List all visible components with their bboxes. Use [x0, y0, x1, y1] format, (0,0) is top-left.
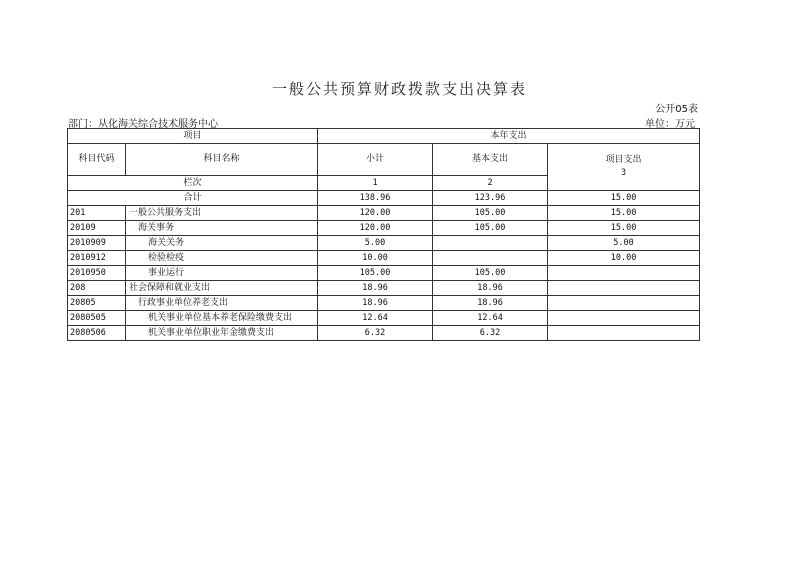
table-row — [68, 236, 700, 251]
row-code: 2010909 — [68, 236, 126, 251]
row-subtotal: 120.00 — [318, 206, 433, 221]
row-code: 208 — [68, 281, 126, 296]
row-code: 20805 — [68, 296, 126, 311]
row-code: 2080505 — [68, 311, 126, 326]
header-project: 项目 — [68, 129, 318, 144]
total-project: 15.00 — [548, 191, 700, 206]
form-number: 公开05表 — [655, 104, 698, 115]
unit-label: 单位：万元 — [645, 119, 695, 130]
total-basic: 123.96 — [433, 191, 548, 206]
row-name: 社会保障和就业支出 — [126, 281, 318, 296]
table-row — [68, 206, 700, 221]
header-row-2 — [68, 144, 700, 176]
row-subtotal: 5.00 — [318, 236, 433, 251]
header-project-expense — [548, 144, 700, 191]
row-basic: 12.64 — [433, 311, 548, 326]
header-column-index: 栏次 — [68, 176, 318, 191]
total-row — [68, 191, 700, 206]
row-subtotal: 105.00 — [318, 266, 433, 281]
row-project — [548, 326, 700, 341]
row-basic — [433, 236, 548, 251]
row-subtotal: 18.96 — [318, 296, 433, 311]
row-basic: 105.00 — [433, 206, 548, 221]
row-name: 机关事业单位基本养老保险缴费支出 — [126, 311, 318, 326]
row-project — [548, 311, 700, 326]
row-subtotal: 12.64 — [318, 311, 433, 326]
table-row — [68, 326, 700, 341]
total-subtotal: 138.96 — [318, 191, 433, 206]
header-subtotal: 小计 — [318, 144, 433, 176]
header-row-1 — [68, 129, 700, 144]
row-name: 海关事务 — [126, 221, 318, 236]
row-code: 2010912 — [68, 251, 126, 266]
header-subject-code: 科目代码 — [68, 144, 126, 176]
row-code: 20109 — [68, 221, 126, 236]
budget-table — [67, 128, 700, 341]
header-project-expense-label: 项目支出 — [605, 155, 642, 165]
row-basic: 6.32 — [433, 326, 548, 341]
header-col1-index: 1 — [318, 176, 433, 191]
header-col3-index: 3 — [620, 168, 627, 178]
row-subtotal: 18.96 — [318, 281, 433, 296]
row-name: 机关事业单位职业年金缴费支出 — [126, 326, 318, 341]
row-name: 事业运行 — [126, 266, 318, 281]
row-project: 5.00 — [548, 236, 700, 251]
row-subtotal: 10.00 — [318, 251, 433, 266]
row-basic: 105.00 — [433, 266, 548, 281]
row-basic: 18.96 — [433, 281, 548, 296]
header-current-year-expense: 本年支出 — [318, 129, 700, 144]
row-name: 检验检疫 — [126, 251, 318, 266]
row-code: 201 — [68, 206, 126, 221]
row-name: 行政事业单位养老支出 — [126, 296, 318, 311]
department-label: 部门：从化海关综合技术服务中心 — [68, 119, 218, 130]
row-basic: 18.96 — [433, 296, 548, 311]
row-subtotal: 6.32 — [318, 326, 433, 341]
row-project: 10.00 — [548, 251, 700, 266]
table-row — [68, 221, 700, 236]
header-col2-index: 2 — [433, 176, 548, 191]
row-project — [548, 296, 700, 311]
row-name: 海关关务 — [126, 236, 318, 251]
row-code: 2080506 — [68, 326, 126, 341]
table-row — [68, 281, 700, 296]
row-project: 15.00 — [548, 206, 700, 221]
row-basic — [433, 251, 548, 266]
row-code: 2010950 — [68, 266, 126, 281]
row-name: 一般公共服务支出 — [126, 206, 318, 221]
table-row — [68, 251, 700, 266]
row-project: 15.00 — [548, 221, 700, 236]
table-row — [68, 311, 700, 326]
row-basic: 105.00 — [433, 221, 548, 236]
row-project — [548, 281, 700, 296]
total-label: 合计 — [68, 191, 318, 206]
table-row — [68, 296, 700, 311]
header-subject-name: 科目名称 — [126, 144, 318, 176]
row-project — [548, 266, 700, 281]
table-row — [68, 266, 700, 281]
row-subtotal: 120.00 — [318, 221, 433, 236]
header-basic-expense: 基本支出 — [433, 144, 548, 176]
page-title: 一般公共预算财政拨款支出决算表 — [271, 80, 527, 98]
